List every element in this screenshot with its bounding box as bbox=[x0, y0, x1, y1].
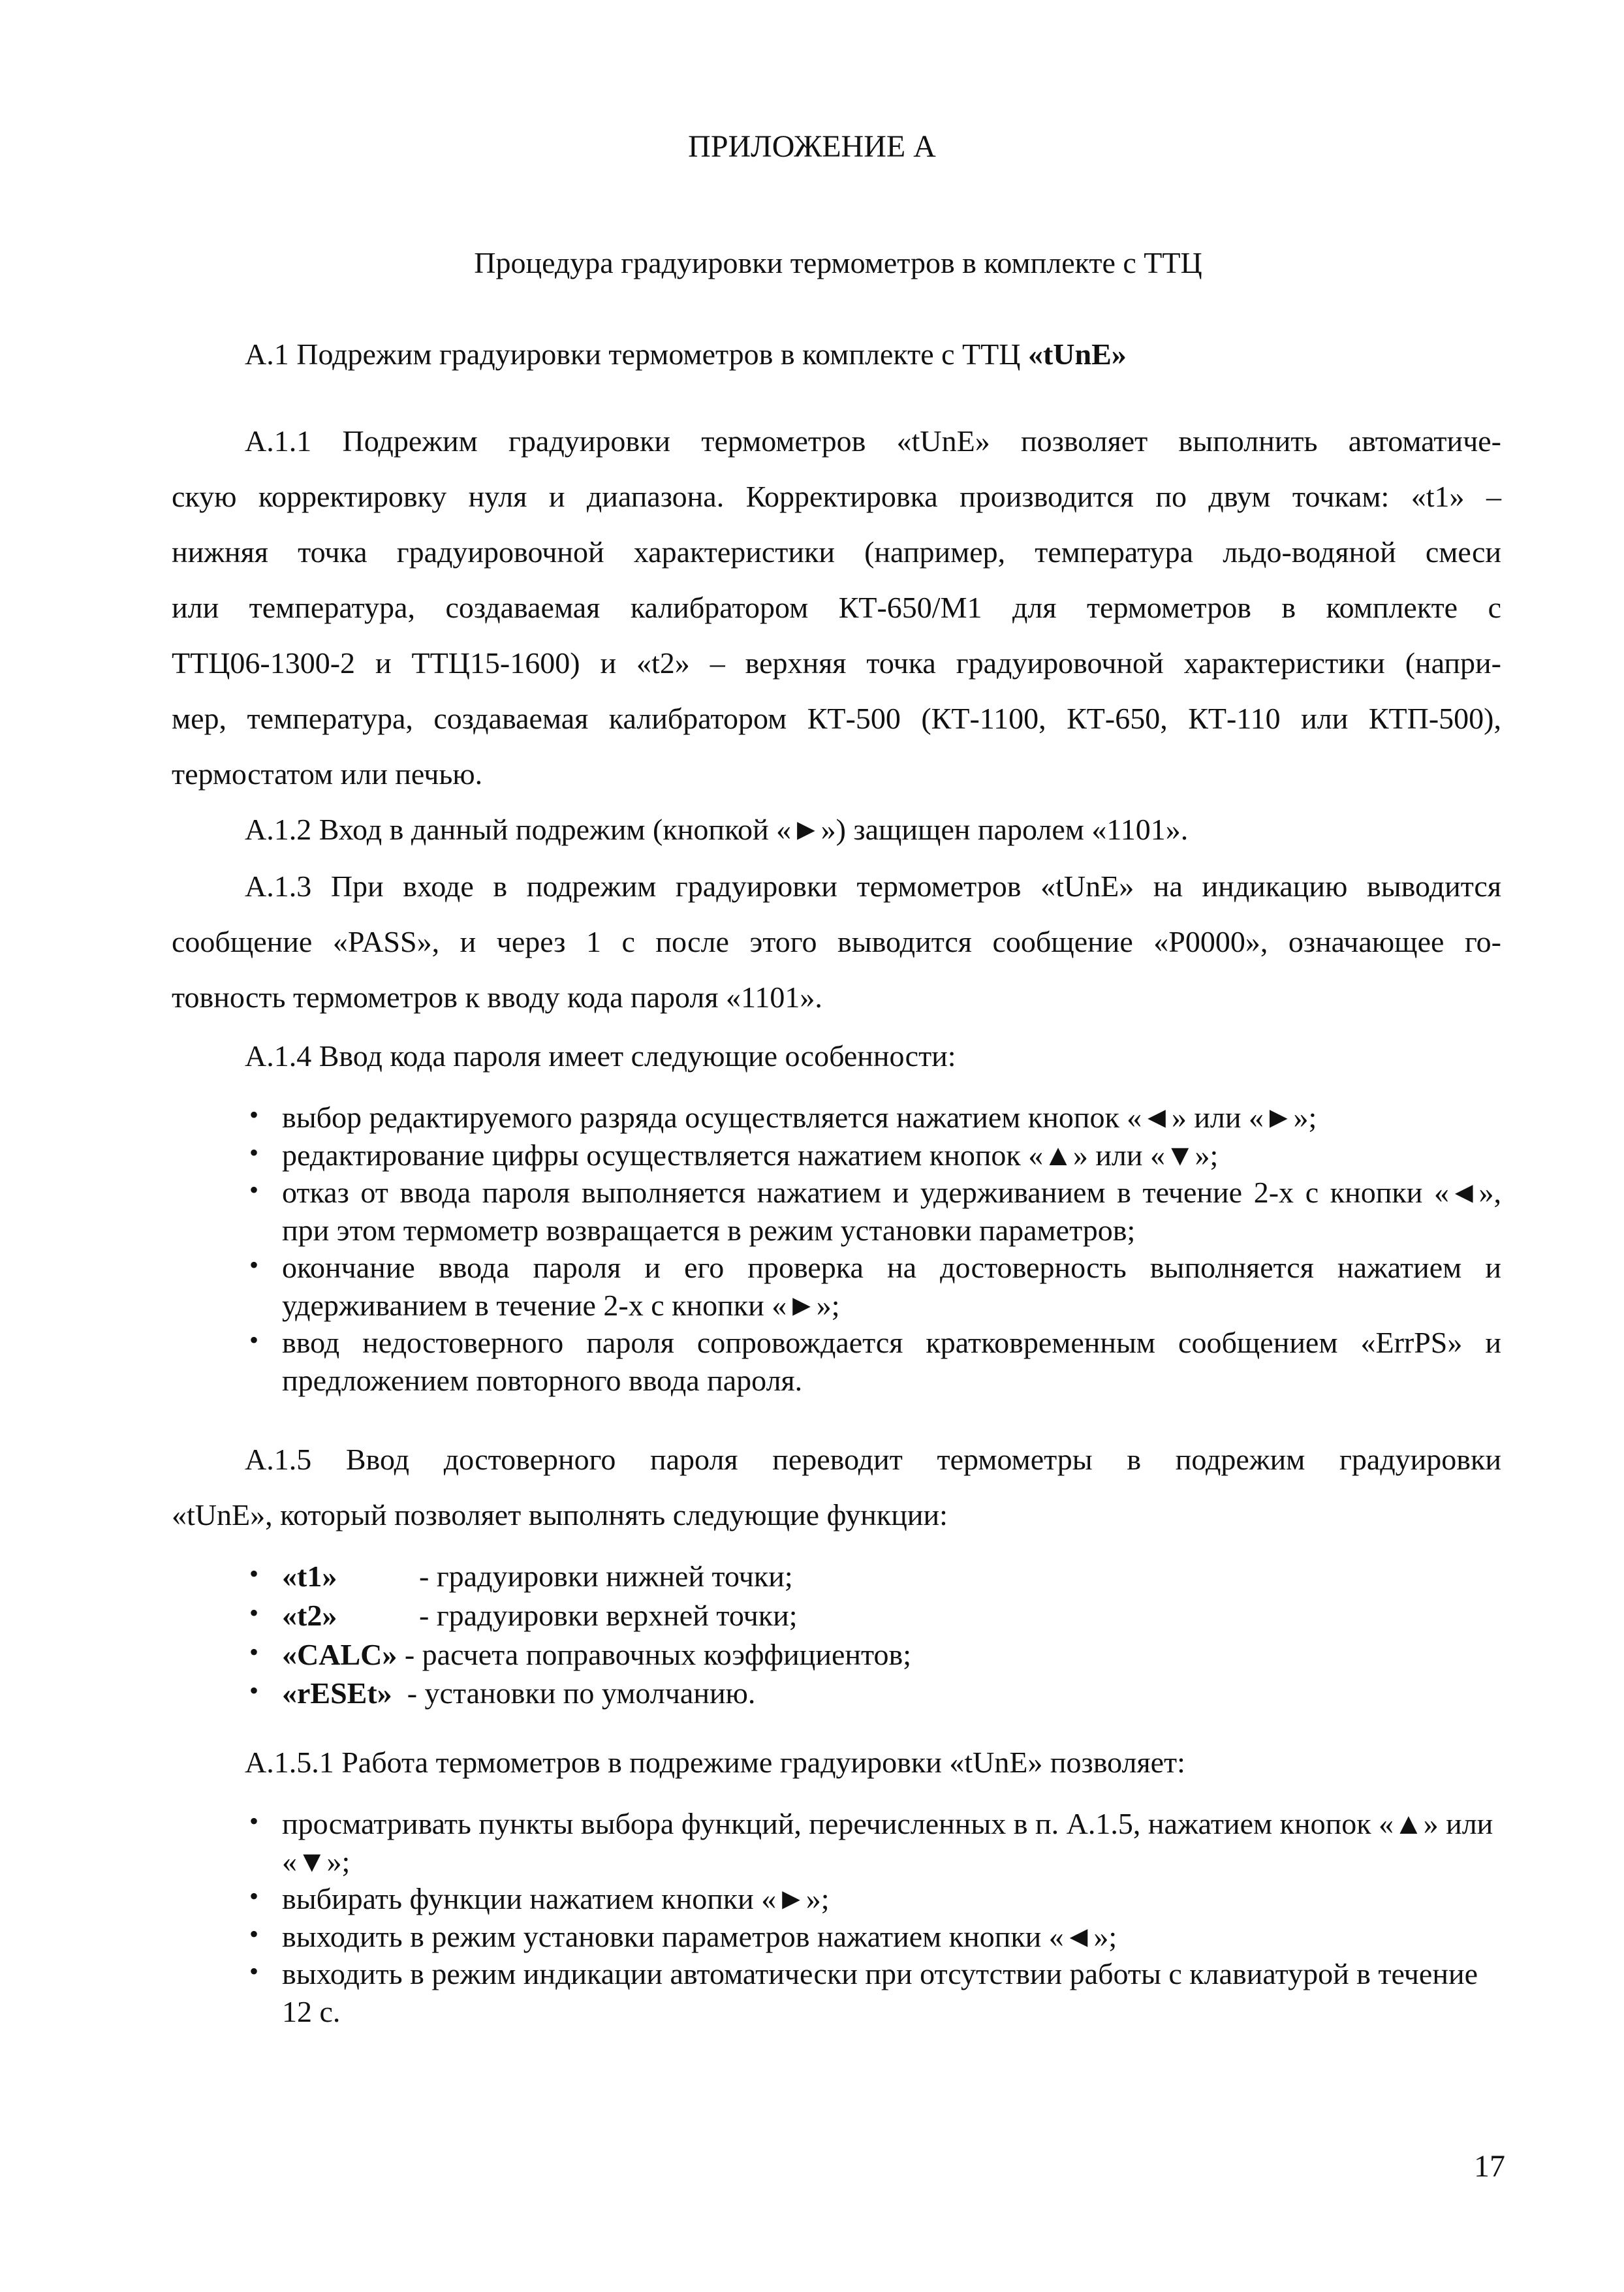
bullet-icon: • bbox=[249, 1559, 259, 1588]
function-item bbox=[242, 1635, 1501, 1674]
list-item: • отказ от ввода пароля выполняется нажатием и удерживанием в течение 2-х с кнопки «◄», при этом термометр возвращается в режим установки параметров; bbox=[249, 1175, 1501, 1247]
function-code: «CALC» bbox=[282, 1637, 398, 1671]
bullet-icon: • bbox=[249, 1919, 259, 1949]
bullet-icon: • bbox=[249, 1250, 259, 1279]
paragraph-a14: А.1.4 Ввод кода пароля имеет следующие особенности: bbox=[245, 1039, 956, 1073]
paragraph-a13-line: А.1.3 При входе в подрежим градуировки термометров «tUnE» на индикацию выводится bbox=[245, 870, 1501, 903]
list-item: • выходить в режим установки параметров нажатием кнопки «◄»; bbox=[249, 1919, 1117, 1953]
list-item: • выбирать функции нажатием кнопки «►»; bbox=[249, 1881, 830, 1915]
procedure-title: Процедура градуировки термометров в комплекте с ТТЦ bbox=[474, 246, 1202, 279]
section-a1-heading-code: «tUnE» bbox=[1027, 338, 1127, 371]
function-desc: - градуировки нижней точки; bbox=[419, 1560, 793, 1593]
list-item: • выходить в режим индикации автоматически при отсутствии работы с клавиатурой в течение 12 с. bbox=[249, 1956, 1478, 2028]
function-code: «t1» bbox=[282, 1560, 337, 1593]
list-item: • выбор редактируемого разряда осуществляется нажатием кнопок «◄» или «►»; bbox=[249, 1100, 1317, 1134]
section-a1-heading bbox=[245, 336, 1127, 372]
paragraph-a11-line: термостатом или печью. bbox=[172, 757, 483, 791]
paragraph-a11-line: А.1.1 Подрежим градуировки термометров «tUnE» позволяет выполнить автоматиче- bbox=[245, 424, 1501, 458]
function-code: «rESEt» bbox=[282, 1676, 392, 1710]
bullet-icon: • bbox=[249, 1175, 259, 1204]
bullet-icon: • bbox=[249, 1676, 259, 1706]
bullet-icon: • bbox=[249, 1325, 259, 1355]
bullet-icon: • bbox=[249, 1637, 259, 1667]
function-desc: - градуировки верхней точки; bbox=[419, 1598, 798, 1632]
a14-bullet-list bbox=[242, 1099, 1501, 1399]
a15-function-list bbox=[242, 1557, 1501, 1713]
paragraph-a151: А.1.5.1 Работа термометров в подрежиме градуировки «tUnE» позволяет: bbox=[245, 1746, 1185, 1779]
list-item: • редактирование цифры осуществляется нажатием кнопок «▲» или «▼»; bbox=[249, 1137, 1219, 1172]
paragraph-a11-line: или температура, создаваемая калибратором КТ-650/М1 для термометров в комплекте с bbox=[172, 591, 1501, 624]
paragraph-a15-line: «tUnE», который позволяет выполнять следующие функции: bbox=[172, 1498, 948, 1531]
function-item bbox=[242, 1557, 1501, 1596]
bullet-icon: • bbox=[249, 1956, 259, 1986]
function-desc: - расчета поправочных коэффициентов; bbox=[404, 1637, 912, 1671]
paragraph-a15-line: А.1.5 Ввод достоверного пароля переводит термометры в подрежим градуировки bbox=[245, 1443, 1501, 1476]
list-item: • просматривать пункты выбора функций, перечисленных в п. А.1.5, нажатием кнопок «▲» или «▼»; bbox=[249, 1806, 1493, 1878]
paragraph-a11-line: нижняя точка градуировочной характеристики (например, температура льдо-водяной смеси bbox=[172, 535, 1501, 569]
bullet-icon: • bbox=[249, 1137, 259, 1167]
paragraph-a13-line: сообщение «PASS», и через 1 с после этого выводится сообщение «P0000», означающее го- bbox=[172, 925, 1501, 958]
list-item: • окончание ввода пароля и его проверка на достоверность выполняется нажатием и удерживанием в течение 2-х с кнопки «►»; bbox=[249, 1250, 1501, 1322]
a151-bullet-list bbox=[242, 1805, 1501, 2030]
paragraph-a11-line: ТТЦ06-1300-2 и ТТЦ15-1600) и «t2» – верхняя точка градуировочной характеристики (напри- bbox=[172, 646, 1501, 680]
function-code: «t2» bbox=[282, 1598, 337, 1632]
paragraph-a12: А.1.2 Вход в данный подрежим (кнопкой «►») защищен паролем «1101». bbox=[245, 813, 1189, 846]
bullet-icon: • bbox=[249, 1597, 259, 1627]
function-desc: - установки по умолчанию. bbox=[407, 1676, 756, 1710]
section-a1-heading-text: А.1 Подрежим градуировки термометров в комплекте с ТТЦ bbox=[245, 338, 1028, 371]
paragraph-a11-line: мер, температура, создаваемая калибратором КТ-500 (КТ-1100, КТ-650, КТ-110 или КТП-500), bbox=[172, 702, 1501, 735]
list-item: • ввод недостоверного пароля сопровождается кратковременным сообщением «ErrPS» и предложением повторного ввода пароля. bbox=[249, 1325, 1501, 1397]
bullet-icon: • bbox=[249, 1806, 259, 1836]
bullet-icon: • bbox=[249, 1100, 259, 1129]
paragraph-a13-line: товность термометров к вводу кода пароля «1101». bbox=[172, 981, 822, 1014]
bullet-icon: • bbox=[249, 1881, 259, 1911]
function-item bbox=[242, 1596, 1501, 1635]
page-number: 17 bbox=[1474, 2149, 1505, 2184]
paragraph-a11-line: скую корректировку нуля и диапазона. Корректировка производится по двум точкам: «t1» – bbox=[172, 480, 1501, 513]
appendix-title: ПРИЛОЖЕНИЕ А bbox=[688, 129, 936, 164]
function-item bbox=[242, 1674, 1501, 1713]
